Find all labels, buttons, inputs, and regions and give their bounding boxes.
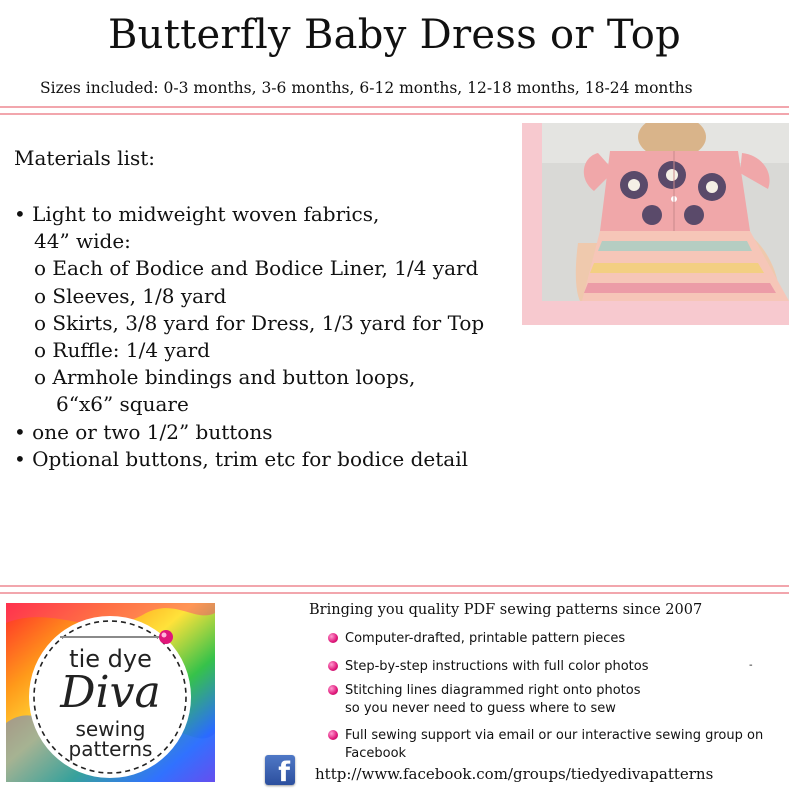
stray-mark: - <box>749 660 753 671</box>
feature-text: Stitching lines diagrammed right onto photos <box>345 683 641 698</box>
materials-list <box>14 201 484 473</box>
list-item: • Optional buttons, trim etc for bodice detail <box>14 446 468 471</box>
logo-text-sewing: sewing <box>75 717 146 741</box>
feature-text: Step-by-step instructions with full color photos <box>345 659 649 674</box>
logo-text-diva: Diva <box>60 667 161 718</box>
feature-text: Facebook <box>345 746 407 761</box>
dress-back-photo <box>542 123 789 301</box>
feature-text: so you never need to guess where to sew <box>345 701 616 716</box>
list-item <box>328 727 763 763</box>
dress-photo-illustration <box>542 123 789 301</box>
list-item: 44” wide: <box>34 229 131 254</box>
pink-pin-bullet-icon <box>328 661 338 671</box>
pink-pin-bullet-icon <box>328 633 338 643</box>
sizes-included: Sizes included: 0-3 months, 3-6 months, 6-12 months, 12-18 months, 18-24 months <box>40 79 693 97</box>
tagline: Bringing you quality PDF sewing patterns since 2007 <box>309 602 703 618</box>
list-item: 6“x6” square <box>56 392 189 417</box>
list-item: o Sleeves, 1/8 yard <box>34 283 227 308</box>
pink-pin-bullet-icon <box>328 685 338 695</box>
list-item: o Ruffle: 1/4 yard <box>34 338 211 363</box>
list-item: o Skirts, 3/8 yard for Dress, 1/3 yard for Top <box>34 310 485 335</box>
logo-text-patterns: patterns <box>68 737 153 761</box>
materials-heading: Materials list: <box>14 146 156 170</box>
tie-dye-diva-logo <box>6 603 215 782</box>
list-item <box>328 682 640 718</box>
page-title: Butterfly Baby Dress or Top <box>107 12 682 58</box>
list-item: o Each of Bodice and Bodice Liner, 1/4 yard <box>34 256 479 281</box>
feature-text: Computer-drafted, printable pattern pieces <box>345 631 626 646</box>
list-item: o Armhole bindings and button loops, <box>34 365 416 390</box>
pink-pin-bullet-icon <box>328 730 338 740</box>
list-item: • one or two 1/2” buttons <box>14 419 273 444</box>
top-divider <box>0 106 789 115</box>
facebook-icon[interactable]: f <box>265 755 295 785</box>
bottom-divider <box>0 585 789 594</box>
list-item: • Light to midweight woven fabrics, <box>14 202 380 226</box>
photo-frame <box>522 123 789 325</box>
facebook-group-link[interactable]: http://www.facebook.com/groups/tiedyedivapatterns <box>315 765 714 783</box>
logo-text-tie-dye: tie dye <box>69 645 152 673</box>
list-item <box>328 630 625 648</box>
list-item <box>328 658 649 676</box>
feature-text: Full sewing support via email or our interactive sewing group on <box>345 728 764 743</box>
